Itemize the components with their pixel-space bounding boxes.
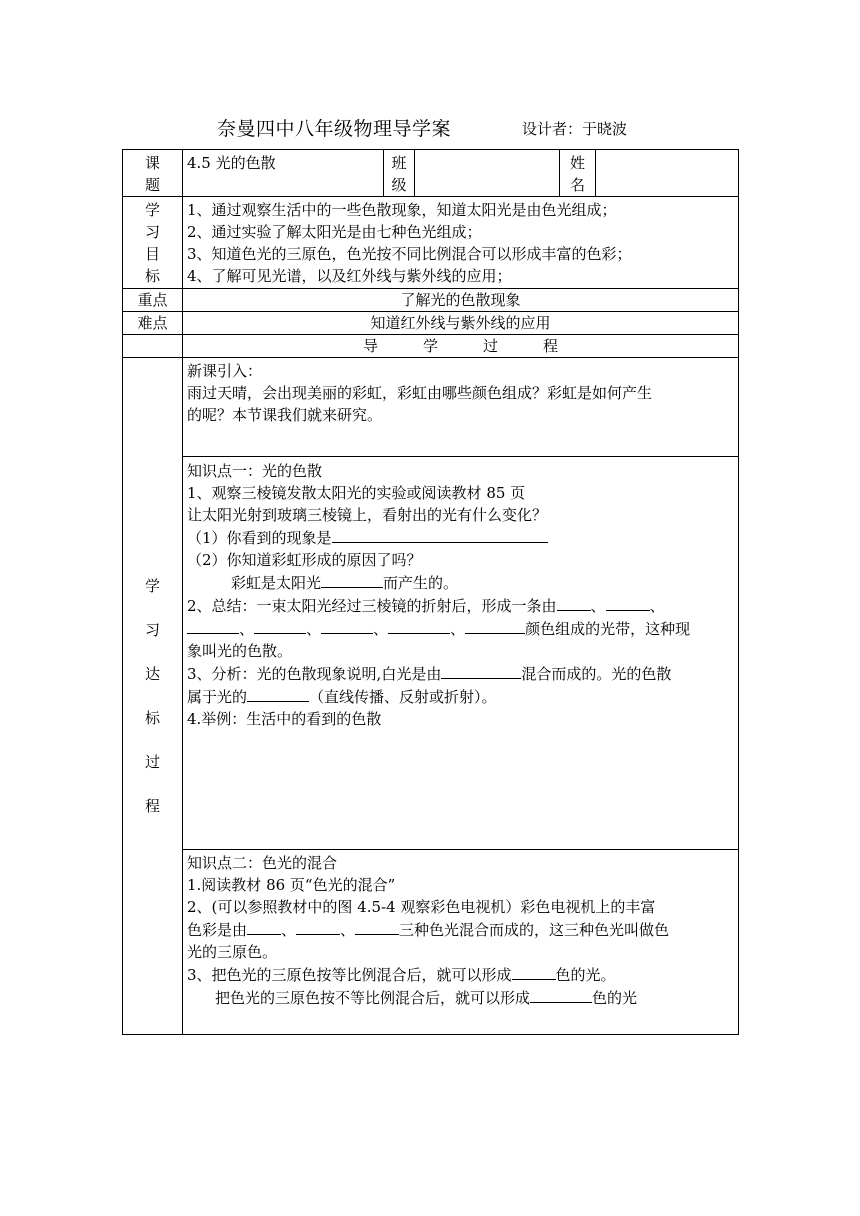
process-label: 学 习 达 标 过 程 xyxy=(123,358,183,1035)
answer-blank[interactable] xyxy=(355,918,399,935)
process-header-row xyxy=(123,335,739,358)
key-point-row xyxy=(123,289,739,312)
knowledge1-section: 知识点一：光的色散 1、观察三棱镜发散太阳光的实验或阅读教材 85 页 让太阳光射到玻璃三棱镜上，看射出的光有什么变化？ （1）你看到的现象是 （2）你知道彩虹形成的原因了吗？ 彩虹是太阳光 而产生的。 2、总结：一束太阳光经过三棱镜的折射后，形成一条由 、 、 、 、 、 、 颜色组成的光带，这种现 象叫光的色散。 3、分析：光的色散现象说明,白光是由 混合而成的。光的色散 属于光的 （直线传播、反射或折射）。 4.举例：生活中的看到的色散 xyxy=(183,457,739,850)
process-header-empty xyxy=(123,335,183,358)
topic-value: 4.5 光的色散 xyxy=(183,150,384,197)
answer-blank[interactable] xyxy=(187,617,239,634)
answer-blank[interactable] xyxy=(332,526,548,543)
answer-blank[interactable] xyxy=(606,594,650,611)
designer-credit: 设计者：于晓波 xyxy=(522,120,628,138)
objectives-label: 学 习 目 标 xyxy=(123,197,183,289)
objectives-row xyxy=(123,197,739,289)
answer-blank[interactable] xyxy=(247,685,309,702)
answer-blank[interactable] xyxy=(441,662,521,679)
answer-blank[interactable] xyxy=(254,617,306,634)
answer-blank[interactable] xyxy=(296,918,340,935)
key-point-label: 重点 xyxy=(123,289,183,312)
answer-blank[interactable] xyxy=(557,594,591,611)
difficulty-row xyxy=(123,312,739,335)
intro-text: 的呢？本节课我们就来研究。 xyxy=(187,406,383,424)
knowledge2-section: 知识点二：色光的混合 1.阅读教材 86 页“色光的混合” 2、(可以参照教材中的图 4.5-4 观察彩色电视机）彩色电视机上的丰富 色彩是由 、 、 三种色光混合而成的，这三种色光叫做色 光的三原色。 3、把色光的三原色按等比例混合后，就可以形成 色的光。 把色光的三原色按不等比例混合后，就可以形成 色的光 xyxy=(183,850,739,1035)
answer-blank[interactable] xyxy=(388,617,450,634)
document-header xyxy=(0,114,860,144)
objective-item: 3、知道色光的三原色，色光按不同比例混合可以形成丰富的色彩； xyxy=(187,245,632,263)
answer-blank[interactable] xyxy=(321,571,383,588)
intro-section xyxy=(183,358,739,457)
objectives-list xyxy=(183,197,739,289)
page-title: 奈曼四中八年级物理导学案 xyxy=(217,118,452,140)
lesson-plan-table xyxy=(122,149,739,1035)
class-label: 班 级 xyxy=(384,150,415,197)
objective-item: 2、通过实验了解太阳光是由七种色光组成； xyxy=(187,223,482,241)
intro-text: 雨过天晴，会出现美丽的彩虹，彩虹由哪些颜色组成？彩虹是如何产生 xyxy=(187,384,653,402)
class-field[interactable] xyxy=(415,150,560,197)
knowledge2-heading: 知识点二：色光的混合 xyxy=(187,854,338,872)
process-header: 导 学 过 程 xyxy=(183,335,739,358)
answer-blank[interactable] xyxy=(321,617,373,634)
answer-blank[interactable] xyxy=(512,963,556,980)
objective-item: 4、了解可见光谱，以及红外线与紫外线的应用； xyxy=(187,267,512,285)
answer-blank[interactable] xyxy=(465,617,525,634)
knowledge1-row xyxy=(123,457,739,850)
intro-row xyxy=(123,358,739,457)
objective-item: 1、通过观察生活中的一些色散现象，知道太阳光是由色光组成； xyxy=(187,201,617,219)
answer-blank[interactable] xyxy=(247,918,281,935)
difficulty-label: 难点 xyxy=(123,312,183,335)
name-label: 姓 名 xyxy=(560,150,596,197)
knowledge1-heading: 知识点一：光的色散 xyxy=(187,462,323,480)
key-point-text: 了解光的色散现象 xyxy=(183,289,739,312)
intro-heading: 新课引入： xyxy=(187,362,263,380)
topic-label: 课 题 xyxy=(123,150,183,197)
topic-row xyxy=(123,150,739,197)
answer-blank[interactable] xyxy=(530,986,592,1003)
name-field[interactable] xyxy=(596,150,739,197)
knowledge2-row xyxy=(123,850,739,1035)
difficulty-text: 知道红外线与紫外线的应用 xyxy=(183,312,739,335)
